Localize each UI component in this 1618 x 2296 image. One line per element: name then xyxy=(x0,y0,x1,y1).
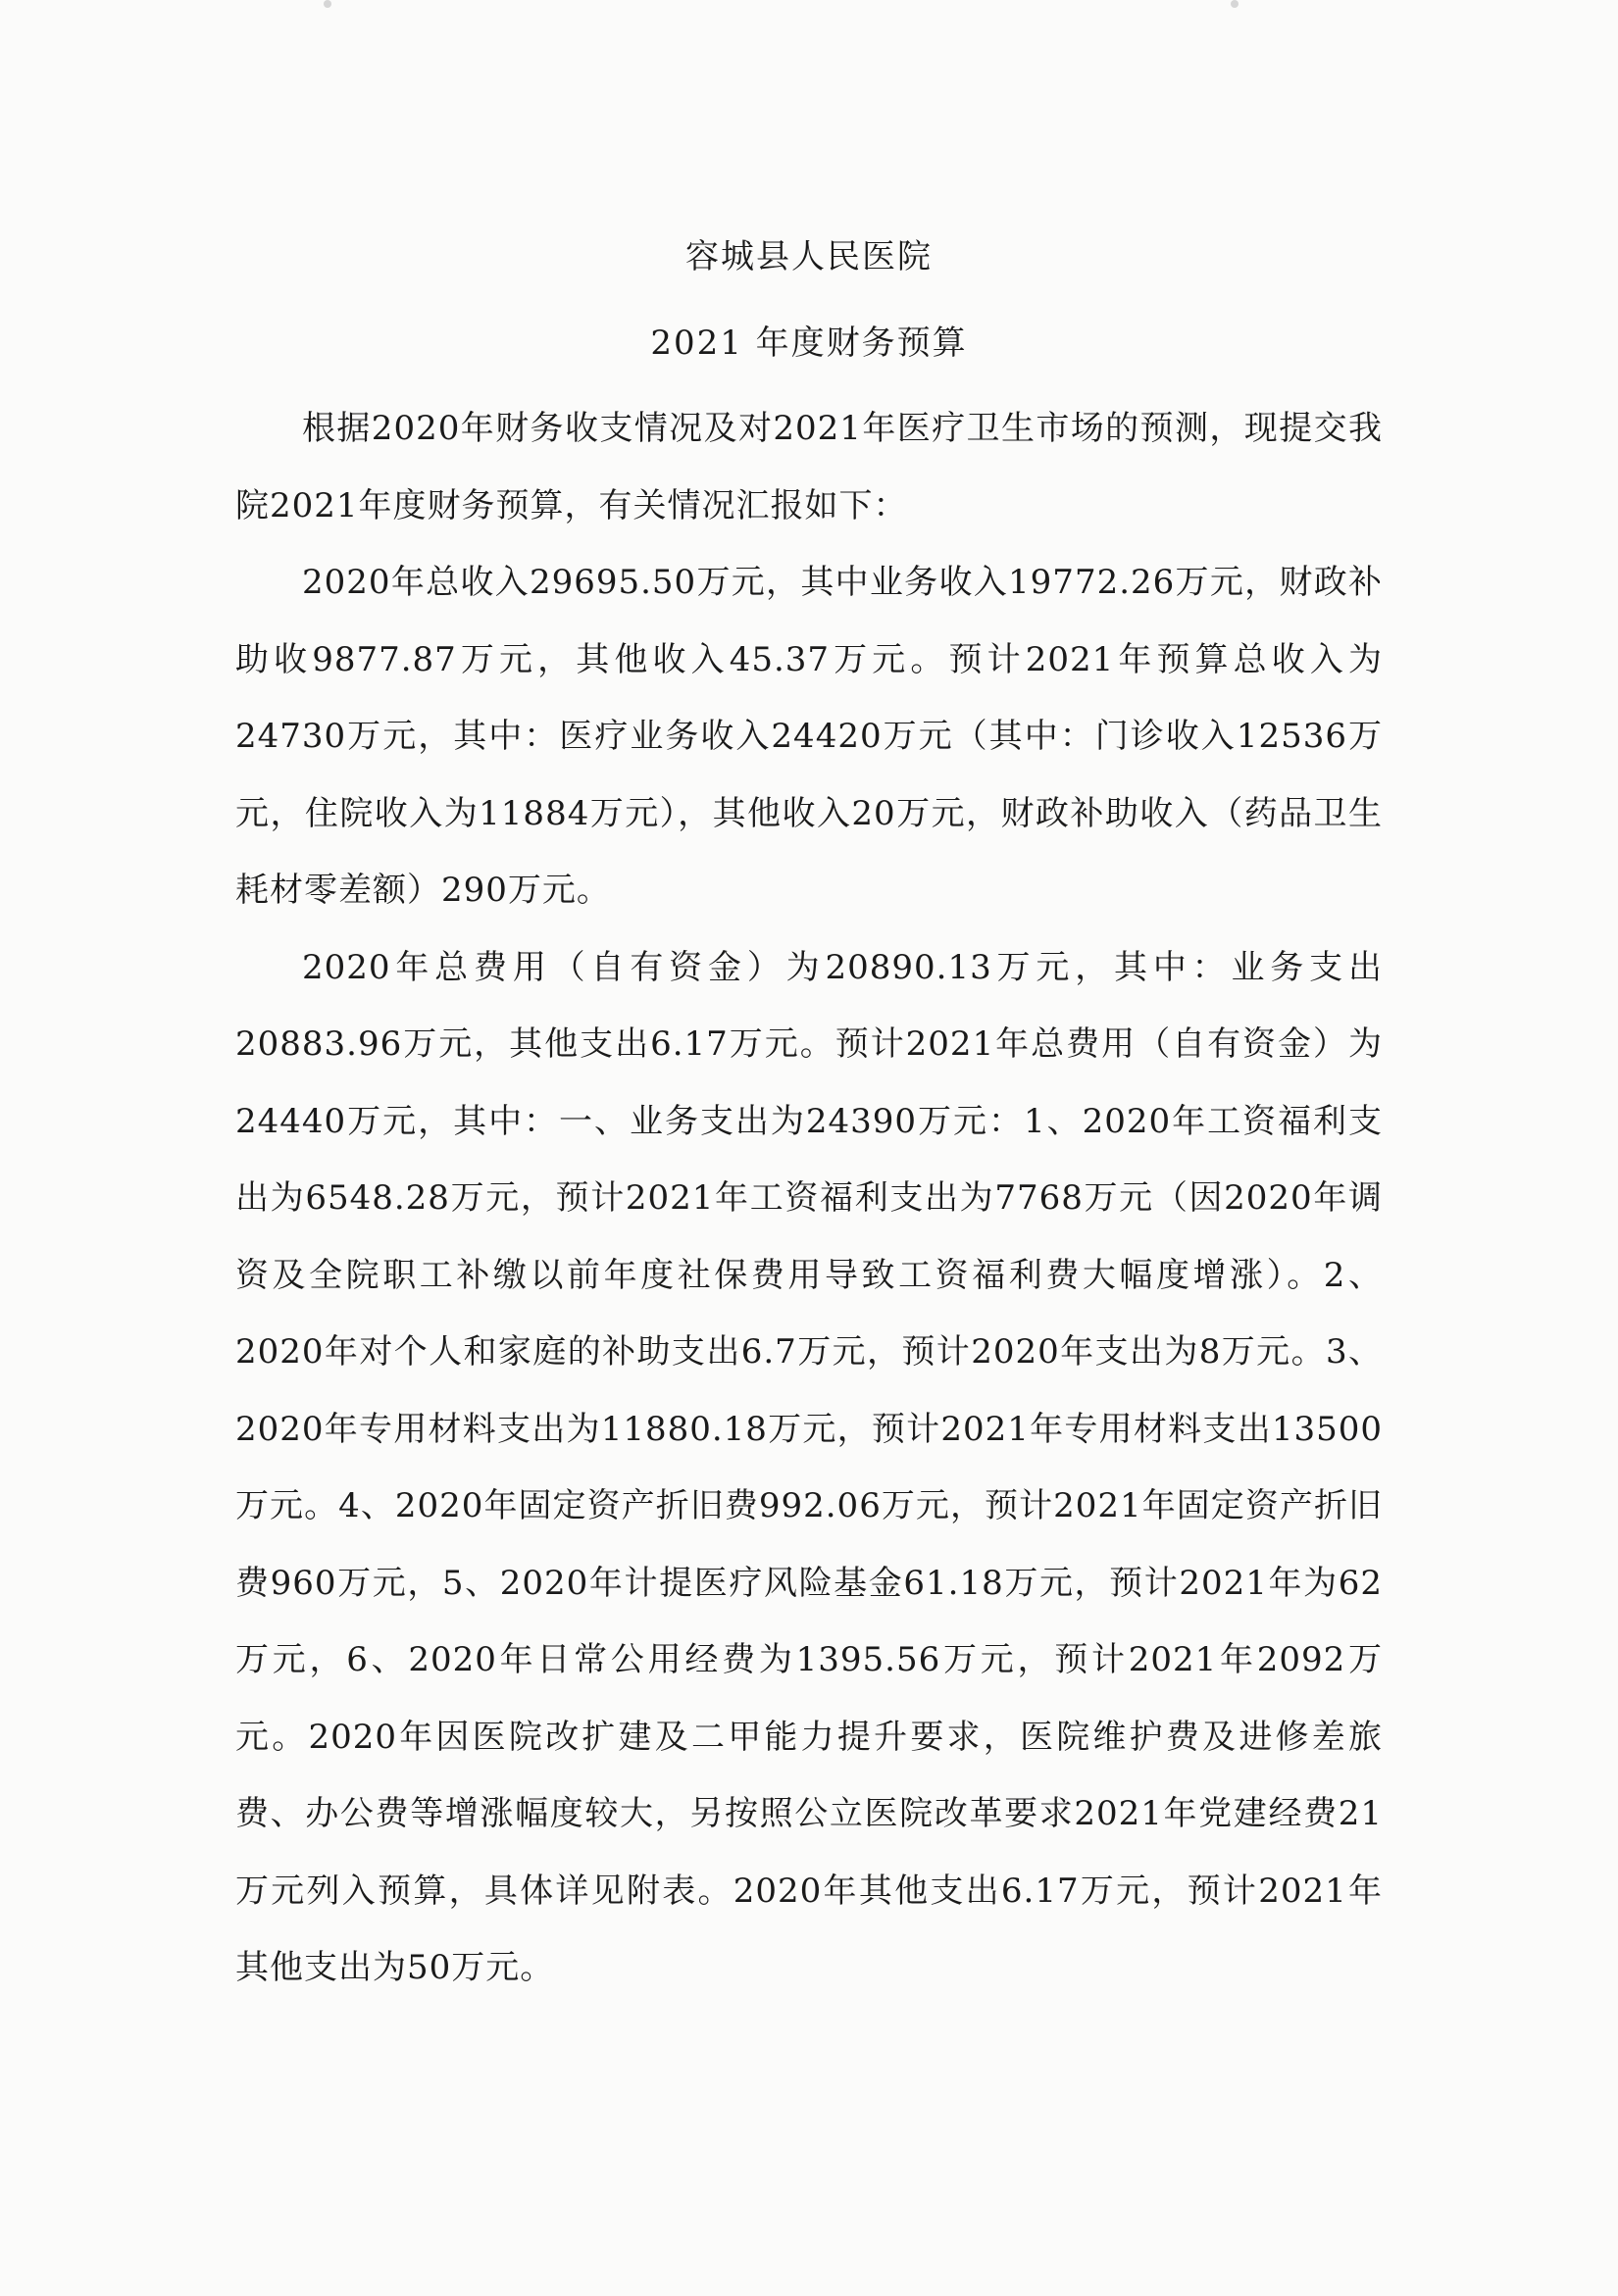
scan-mark xyxy=(324,0,331,8)
document-subtitle: 2021 年度财务预算 xyxy=(650,324,968,363)
paragraph-intro: 根据2020年财务收支情况及对2021年医疗卫生市场的预测，现提交我院2021年度财务预算，有关情况汇报如下： xyxy=(235,409,1383,525)
document-title: 容城县人民医院 xyxy=(685,237,933,276)
scan-mark xyxy=(1231,0,1239,8)
document-body xyxy=(235,390,1383,2007)
paragraph-expenses: 2020年总费用（自有资金）为20890.13万元，其中：业务支出20883.96万元，其他支出6.17万元。预计2021年总费用（自有资金）为24440万元，其中：一、业务支出为24390万元：1、2020年工资福利支出为6548.28万元，预计2021年工资福利支出为7768万元（因2020年调资及全院职工补缴以前年度社保费用导致工资福利费大幅度增涨）。2、2020年对个人和家庭的补助支出6.7万元，预计2020年支出为8万元。3、2020年专用材料支出为11880.18万元，预计2021年专用材料支出13500万元。4、2020年固定资产折旧费992.06万元，预计2021年固定资产折旧费960万元，5、2020年计提医疗风险基金61.18万元，预计2021年为62万元，6、2020年日常公用经费为1395.56万元，预计2021年2092万元。2020年因医院改扩建及二甲能力提升要求，医院维护费及进修差旅费、办公费等增涨幅度较大，另按照公立医院改革要求2021年党建经费21万元列入预算，具体详见附表。2020年其他支出6.17万元，预计2021年其他支出为50万元。 xyxy=(235,947,1383,1987)
paragraph-income: 2020年总收入29695.50万元，其中业务收入19772.26万元，财政补助收9877.87万元，其他收入45.37万元。预计2021年预算总收入为24730万元，其中：医疗业务收入24420万元（其中：门诊收入12536万元，住院收入为11884万元），其他收入20万元，财政补助收入（药品卫生耗材零差额）290万元。 xyxy=(235,563,1383,910)
